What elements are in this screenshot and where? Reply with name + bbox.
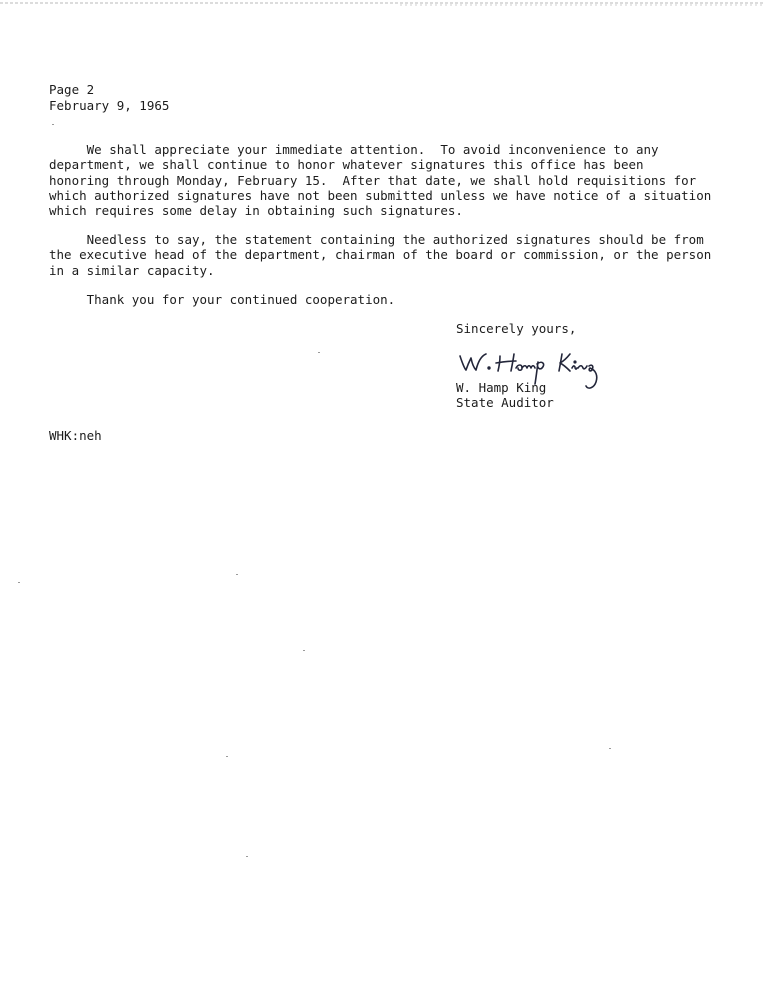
paragraph-line: department, we shall continue to honor whatever signatures this office has been xyxy=(49,157,644,173)
reference-initials: WHK:neh xyxy=(49,428,102,443)
paragraph-line: which authorized signatures have not been submitted unless we have notice of a situation xyxy=(49,187,712,203)
page-number: Page 2 xyxy=(49,82,95,97)
signer-block xyxy=(456,380,554,411)
paragraph-line: in a similar capacity. xyxy=(49,262,215,278)
paragraph-line: Thank you for your continued cooperation. xyxy=(49,292,396,307)
scan-speck xyxy=(303,650,305,651)
paragraph-line: honoring through Monday, February 15. After that date, we shall hold requisitions for xyxy=(49,172,697,188)
scan-speck xyxy=(52,124,54,125)
body-paragraph xyxy=(49,142,729,218)
paragraph-line: We shall appreciate your immediate attention. To avoid inconvenience to any xyxy=(49,142,659,157)
letter-date: February 9, 1965 xyxy=(49,97,170,113)
scan-speck xyxy=(609,748,611,749)
page-top-edge xyxy=(0,0,763,8)
scan-speck xyxy=(18,582,20,583)
signer-title: State Auditor xyxy=(456,395,554,411)
scan-speck xyxy=(236,574,238,575)
scan-speck xyxy=(226,756,228,757)
complimentary-close: Sincerely yours, xyxy=(456,321,577,336)
signer-name: W. Hamp King xyxy=(456,380,547,395)
scan-speck xyxy=(246,856,248,857)
letter-header xyxy=(49,82,169,113)
paragraph-line: Needless to say, the statement containing the authorized signatures should be from xyxy=(49,232,704,247)
paragraph-line: the executive head of the department, chairman of the board or commission, or the person xyxy=(49,247,712,263)
body-paragraph xyxy=(49,292,729,307)
body-paragraph xyxy=(49,232,729,278)
paragraph-line: which requires some delay in obtaining such signatures. xyxy=(49,203,463,219)
scan-speck xyxy=(318,352,320,353)
